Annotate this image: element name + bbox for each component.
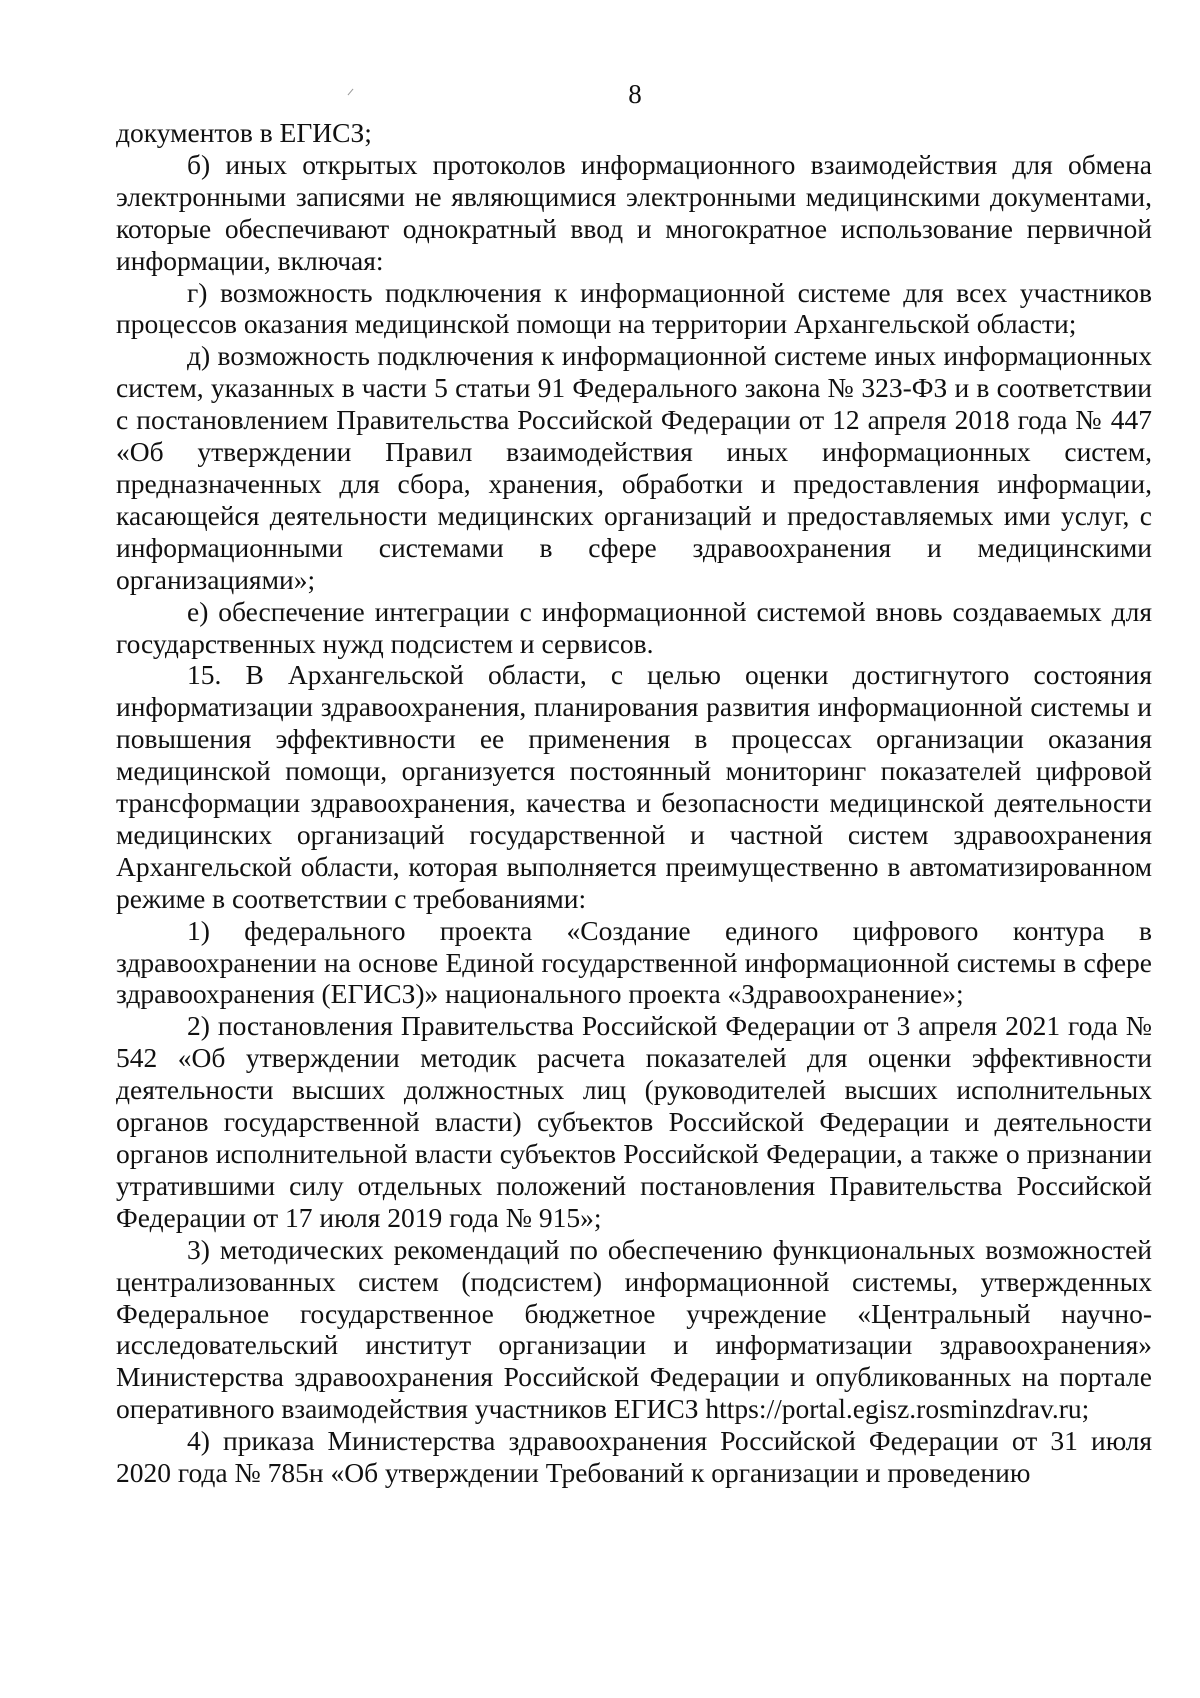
paragraph-item-2: 2) постановления Правительства Российской Федерации от 3 апреля 2021 года № 542 «Об утверждении методик расчета показателей для оценки эффективности деятельности высших должностных лиц (руководителей высших исполнительных органов государственной власти) субъектов Российской Федерации и деятельности органов исполнительной власти субъектов Российской Федерации, а также о признании утратившими силу отдельных положений постановления Правительства Российской Федерации от 17 июля 2019 года № 915»; [116, 1010, 1152, 1233]
paragraph-item-1: 1) федерального проекта «Создание единого цифрового контура в здравоохранении на основе Единой государственной информационной системы в сфере здравоохранения (ЕГИСЗ)» национального проекта «Здравоохранение»; [116, 914, 1152, 1010]
page-number: 8 [628, 79, 642, 109]
paragraph-section-15: 15. В Архангельской области, с целью оценки достигнутого состояния информатизации здравоохранения, планирования развития информационной системы и повышения эффективности ее применения в процессах организации оказания медицинской помощи, организуется постоянный мониторинг показателей цифровой трансформации здравоохранения, качества и безопасности медицинской деятельности медицинских организаций государственной и частной систем здравоохранения Архангельской области, которая выполняется преимущественно в автоматизированном режиме в соответствии с требованиями: [116, 659, 1152, 914]
paragraph-item-3: 3) методических рекомендаций по обеспечению функциональных возможностей централизованных систем (подсистем) информационной системы, утвержденных Федеральное государственное бюджетное учреждение «Центральный научно-исследовательский институт организации и информатизации здравоохранения» Министерства здравоохранения Российской Федерации и опубликованных на портале оперативного взаимодействия участников ЕГИСЗ https://portal.egisz.rosminzdrav.ru; [116, 1233, 1152, 1425]
paragraph-item-b: б) иных открытых протоколов информационного взаимодействия для обмена электронными записями не являющимися электронными медицинскими документами, которые обеспечивают однократный ввод и многократное использование первичной информации, включая: [116, 148, 1152, 276]
paragraph-item-g: г) возможность подключения к информационной системе для всех участников процессов оказания медицинской помощи на территории Архангельской области; [116, 276, 1152, 340]
paragraph-item-4: 4) приказа Министерства здравоохранения Российской Федерации от 31 июля 2020 года № 785н «Об утверждении Требований к организации и проведению [116, 1425, 1152, 1489]
paragraph-item-e: е) обеспечение интеграции с информационной системой вновь создаваемых для государственных нужд подсистем и сервисов. [116, 595, 1152, 659]
document-body [116, 117, 1152, 1489]
paragraph-egisz-continuation: документов в ЕГИСЗ; [116, 117, 372, 148]
paragraph-item-d: д) возможность подключения к информационной системе иных информационных систем, указанных в части 5 статьи 91 Федерального закона № 323-ФЗ и в соответствии с постановлением Правительства Российской Федерации от 12 апреля 2018 года № 447 «Об утверждении Правил взаимодействия иных информационных систем, предназначенных для сбора, хранения, обработки и предоставления информации, касающейся деятельности медицинских организаций и предоставляемых ими услуг, с информационными системами в сфере здравоохранения и медицинскими организациями»; [116, 340, 1152, 595]
